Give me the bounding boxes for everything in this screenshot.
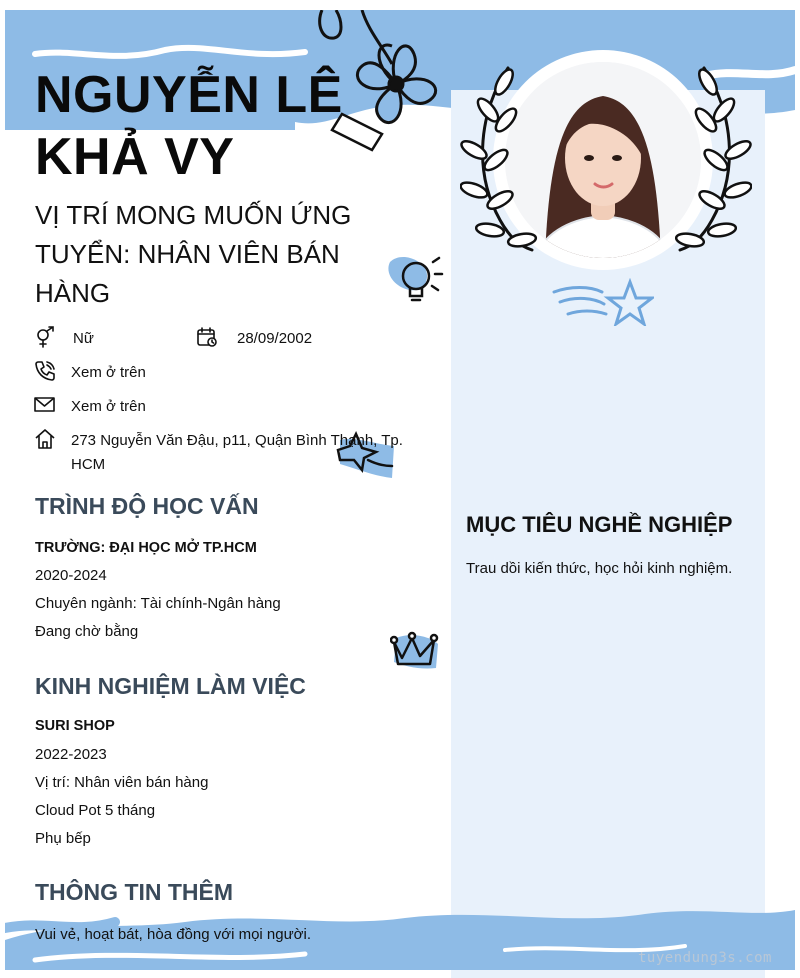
extra-info-title: THÔNG TIN THÊM bbox=[35, 879, 234, 905]
watermark-text: tuyendung3s.com bbox=[638, 950, 772, 966]
birthdate-value: 28/09/2002 bbox=[237, 330, 313, 347]
laurel-wreath-icon bbox=[460, 60, 752, 255]
career-objective-text: Trau dồi kiến thức, học hỏi kinh nghiệm. bbox=[466, 560, 733, 577]
candidate-name: NGUYỄN LÊ KHẢ VY bbox=[35, 66, 343, 186]
experience-years: 2022-2023 bbox=[35, 746, 107, 763]
experience-title: KINH NGHIỆM LÀM VIỆC bbox=[35, 673, 306, 699]
experience-role: Vị trí: Nhân viên bán hàng bbox=[35, 774, 209, 791]
education-status: Đang chờ bằng bbox=[35, 623, 139, 640]
education-school: TRƯỜNG: ĐẠI HỌC MỞ TP.HCM bbox=[35, 540, 257, 556]
career-objective-title: MỤC TIÊU NGHỀ NGHIỆP bbox=[466, 512, 733, 537]
desired-position: VỊ TRÍ MONG MUỐN ỨNG TUYỂN: NHÂN VIÊN BÁN HÀNG bbox=[35, 200, 352, 308]
experience-line-1: Cloud Pot 5 tháng bbox=[35, 802, 156, 819]
extra-info-text: Vui vẻ, hoạt bát, hòa đồng với mọi người. bbox=[35, 926, 311, 943]
experience-company: SURI SHOP bbox=[35, 718, 115, 734]
address-value: 273 Nguyễn Văn Đậu, p11, Quận Bình Thạnh, Tp. HCM bbox=[71, 432, 403, 473]
experience-line-2: Phụ bếp bbox=[35, 830, 91, 847]
education-years: 2020-2024 bbox=[35, 567, 107, 584]
lightbulb-doodle-icon bbox=[386, 252, 446, 308]
education-title: TRÌNH ĐỘ HỌC VẤN bbox=[35, 493, 259, 519]
mail-icon bbox=[34, 394, 56, 416]
email-value: Xem ở trên bbox=[71, 398, 146, 415]
star-doodle-icon bbox=[550, 278, 654, 326]
gender-value: Nữ bbox=[73, 330, 94, 347]
phone-icon bbox=[34, 360, 56, 382]
education-major: Chuyên ngành: Tài chính-Ngân hàng bbox=[35, 595, 281, 612]
gender-icon bbox=[34, 326, 56, 348]
phone-value: Xem ở trên bbox=[71, 364, 146, 381]
home-icon bbox=[34, 428, 56, 450]
calendar-icon bbox=[196, 326, 218, 348]
crown-doodle-icon bbox=[390, 628, 440, 670]
